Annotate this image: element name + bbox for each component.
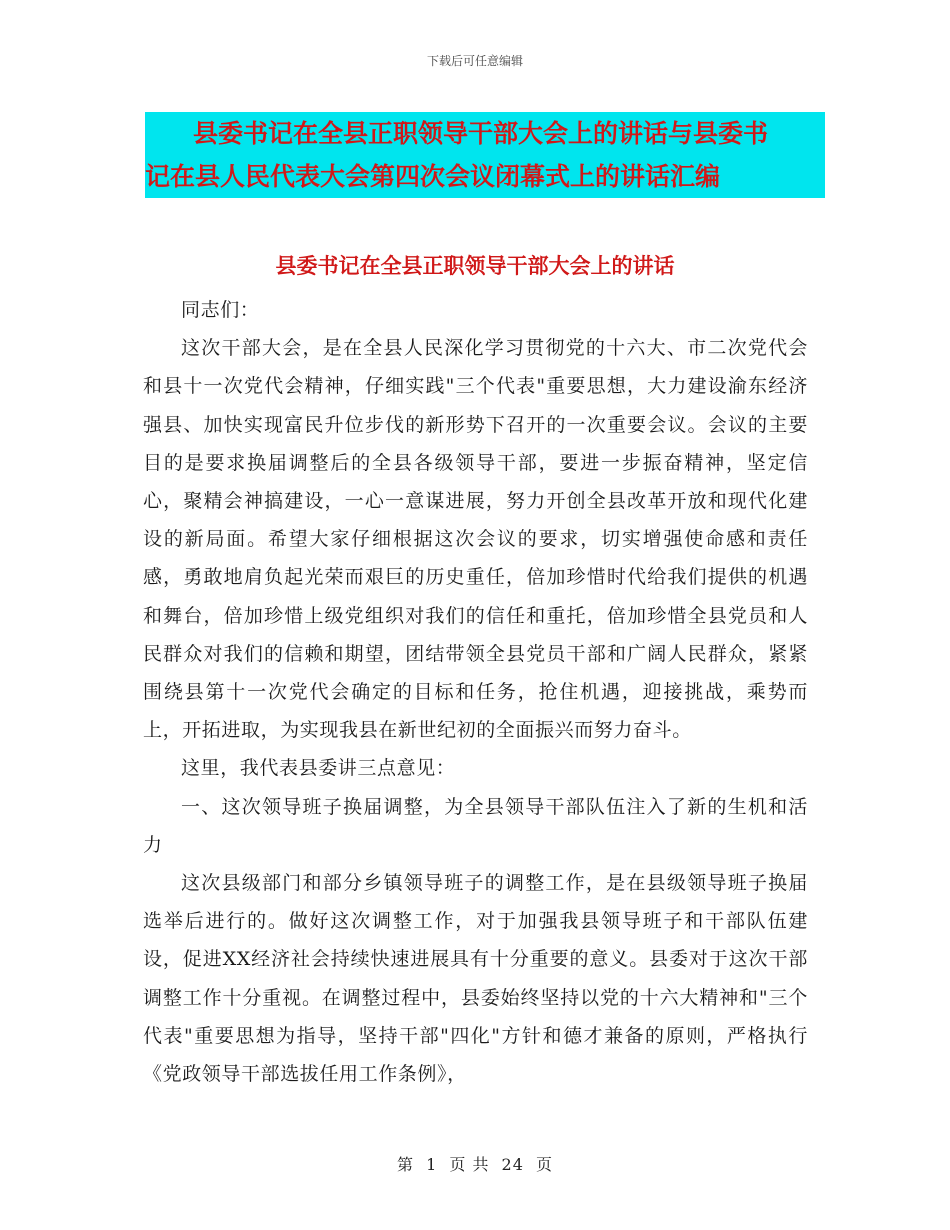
- title-line-2: 记在县人民代表大会第四次会议闭幕式上的讲话汇编: [145, 162, 721, 191]
- section-subtitle: 县委书记在全县正职领导干部大会上的讲话: [275, 254, 675, 278]
- footer-prefix: 第: [396, 1155, 414, 1174]
- page-number: 1: [426, 1155, 438, 1174]
- paragraph: 这次县级部门和部分乡镇领导班子的调整工作，是在县级领导班子换届选举后进行的。做好这次调整工作，对于加强我县领导班子和干部队伍建设，促进XX经济社会持续快速进展具有十分重要的意义。县委对于这次干部调整工作十分重视。在调整过程中，县委始终坚持以党的十六大精神和"三个代表"重要思想为指导，坚持干部"四化"方针和德才兼备的原则，严格执行《党政领导干部选拔任用工作条例》，: [143, 872, 808, 1086]
- title-line-1: 县委书记在全县正职领导干部大会上的讲话与县委书: [193, 119, 769, 148]
- footer-suffix: 页: [536, 1155, 554, 1174]
- footer-middle: 页 共: [449, 1155, 490, 1174]
- page-total: 24: [501, 1155, 524, 1174]
- paragraph-greeting: 同志们：: [181, 299, 260, 321]
- document-title: [145, 112, 825, 198]
- section-heading: 一、这次领导班子换届调整，为全县领导干部队伍注入了新的生机和活力: [143, 795, 808, 856]
- document-body: [143, 291, 808, 1093]
- page-footer: [0, 1152, 950, 1175]
- paragraph: 这里，我代表县委讲三点意见：: [181, 757, 456, 780]
- header-note: 下载后可任意编辑: [426, 54, 523, 68]
- paragraph: 这次干部大会，是在全县人民深化学习贯彻党的十六大、市二次党代会和县十一次党代会精神，仔细实践"三个代表"重要思想，大力建设渝东经济强县、加快实现富民升位步伐的新形势下召开的一次重要会议。会议的主要目的是要求换届调整后的全县各级领导干部，要进一步振奋精神，坚定信心，聚精会神搞建设，一心一意谋进展，努力开创全县改革开放和现代化建设的新局面。希望大家仔细根据这次会议的要求，切实增强使命感和责任感，勇敢地肩负起光荣而艰巨的历史重任，倍加珍惜时代给我们提供的机遇和舞台，倍加珍惜上级党组织对我们的信任和重托，倍加珍惜全县党员和人民群众对我们的信赖和期望，团结带领全县党员干部和广阔人民群众，紧紧围绕县第十一次党代会确定的目标和任务，抢住机遇，迎接挑战，乘势而上，开拓进取，为实现我县在新世纪初的全面振兴而努力奋斗。: [143, 337, 808, 742]
